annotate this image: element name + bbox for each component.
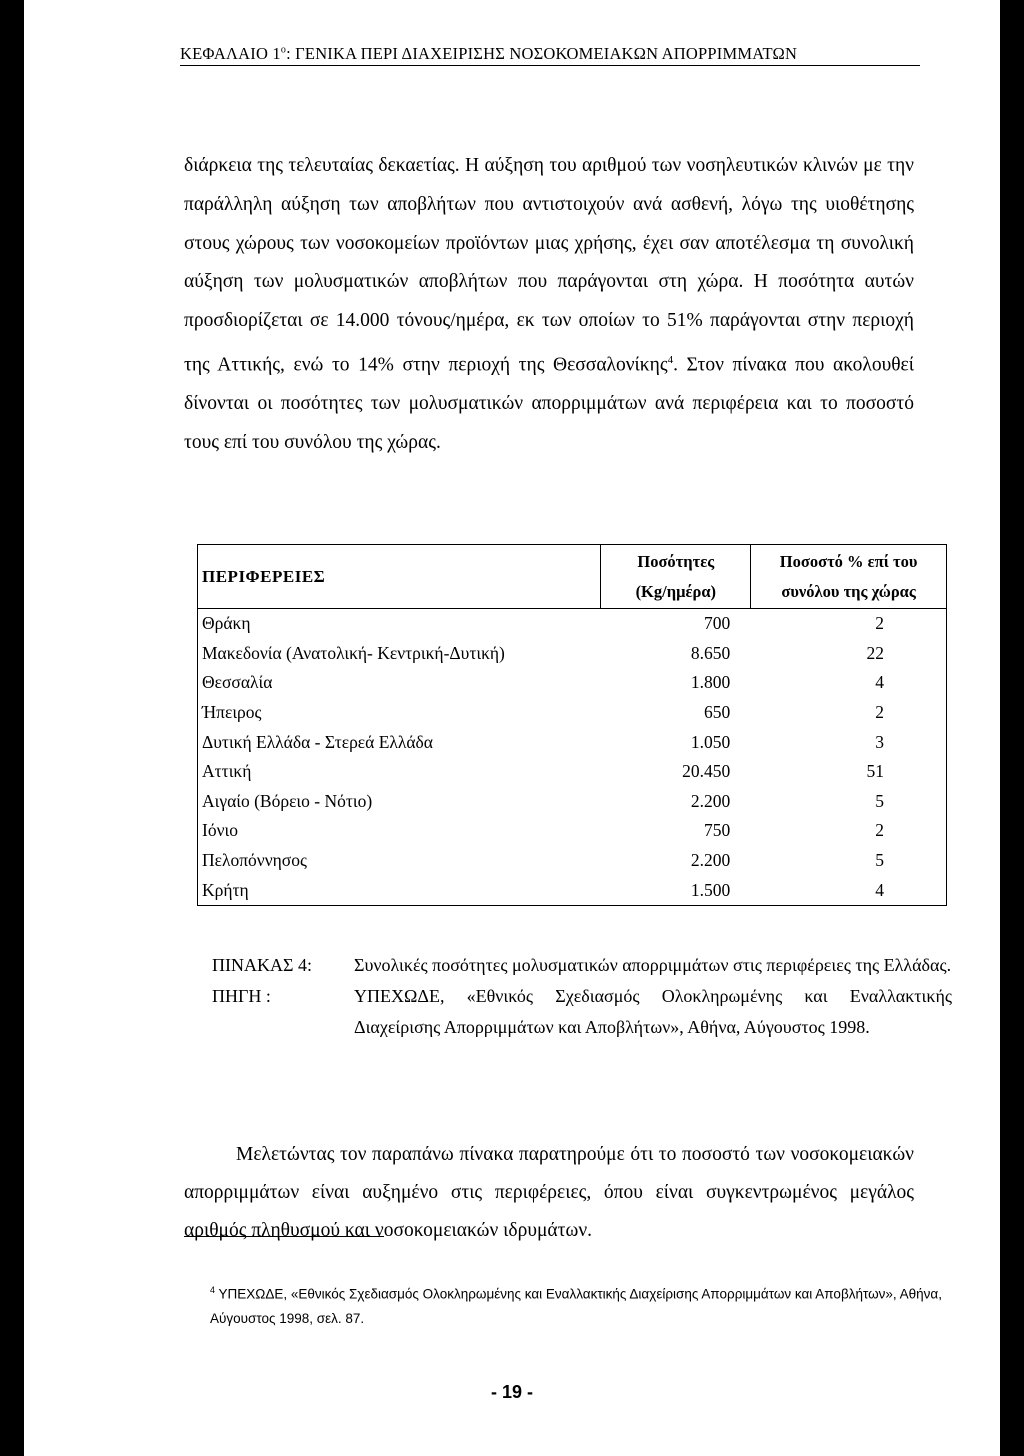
- table-row: [198, 787, 947, 817]
- cell-region: Πελοπόννησος: [202, 850, 307, 871]
- header-quantity-line2: (Kg/ημέρα): [635, 581, 717, 601]
- cell-region: Θράκη: [202, 613, 251, 634]
- conclusion-paragraph: [184, 1136, 914, 1250]
- table-row: [198, 816, 947, 846]
- caption-table-label: ΠΙΝΑΚΑΣ 4:: [212, 955, 312, 975]
- intro-text-before-note: διάρκεια της τελευταίας δεκαετίας. Η αύξηση του αριθμού των νοσηλευτικών κλινών με την παράλληλη αύξηση των αποβλήτων που αντιστοιχούν ανά ασθενή, λόγω της υιοθέτησης στους χώρους των νοσοκομείων προϊόντων μιας χρήσης, έχει σαν αποτέλεσμα τη συνολική αύξηση των μολυσματικών αποβλήτων που παράγονται στη χώρα. Η ποσότητα αυτών προσδιορίζεται σε 14.000 τόνους/ημέρα, εκ των οποίων το 51% παράγονται στην περιοχή της Αττικής, ενώ το 14% στην περιοχή της Θεσσαλονίκης: [184, 155, 914, 376]
- table-row: [198, 639, 947, 669]
- footnote-number: 4: [210, 1285, 216, 1295]
- cell-percent: 51: [866, 761, 884, 782]
- cell-percent: 5: [875, 850, 884, 871]
- footnote: [210, 1278, 950, 1331]
- cell-region: Ιόνιο: [202, 820, 238, 841]
- header-region: ΠΕΡΙΦΕΡΕΙΕΣ: [198, 545, 601, 609]
- cell-quantity: 1.800: [690, 672, 731, 693]
- cell-percent: 4: [875, 672, 884, 693]
- table-caption: [212, 950, 952, 1043]
- cell-percent: 2: [875, 820, 884, 841]
- cell-quantity: 1.500: [601, 875, 751, 905]
- regions-waste-table: [197, 544, 947, 906]
- cell-region: Θεσσαλία: [202, 672, 273, 693]
- conclusion-text: Μελετώντας τον παραπάνω πίνακα παρατηρούμε ότι το ποσοστό των νοσοκομειακών απορριμμάτων είναι αυξημένο στις περιφέρειες, όπου είναι συγκεντρωμένος μεγάλος αριθμός πληθυσμού και νοσοκομειακών ιδρυμάτων.: [184, 1144, 914, 1241]
- header-percent: [751, 545, 947, 609]
- header-percent-line1: Ποσοστό % επί του: [779, 551, 918, 571]
- footnote-reference[interactable]: 4: [667, 353, 674, 366]
- cell-region: Αττική: [202, 761, 252, 782]
- cell-percent: 2: [875, 702, 884, 723]
- cell-percent: 4: [751, 875, 947, 905]
- running-header: [180, 44, 920, 66]
- cell-quantity: 650: [703, 702, 731, 723]
- caption-table-text: Συνολικές ποσότητες μολυσματικών απορριμμάτων στις περιφέρειες της Ελλάδας.: [354, 955, 952, 975]
- intro-paragraph: [184, 147, 914, 463]
- cell-quantity: 20.450: [682, 761, 731, 782]
- chapter-prefix: ΚΕΦΑΛΑΙΟ 1: [180, 44, 281, 63]
- header-quantity-line1: Ποσότητες: [637, 551, 715, 571]
- cell-percent: 5: [875, 790, 884, 811]
- chapter-ordinal: ο: [280, 44, 287, 56]
- cell-quantity: 2.200: [690, 790, 731, 811]
- header-quantity: [601, 545, 751, 609]
- table-row: [198, 875, 947, 905]
- cell-percent: 2: [875, 613, 884, 634]
- table-row: [198, 846, 947, 876]
- intro-text-after-note: . Στον πίνακα που ακολουθεί δίνονται οι ποσότητες των μολυσματικών απορριμμάτων ανά περιφέρεια και το ποσοστό τους επί του συνόλου της χώρας.: [184, 354, 914, 454]
- table-row: [198, 609, 947, 639]
- cell-region: Μακεδονία (Ανατολική- Κεντρική-Δυτική): [202, 642, 505, 663]
- cell-quantity: 700: [703, 613, 731, 634]
- cell-region: Αιγαίο (Βόρειο - Νότιο): [202, 790, 373, 811]
- cell-region: Δυτική Ελλάδα - Στερεά Ελλάδα: [202, 731, 433, 752]
- footnote-divider: [184, 1236, 384, 1237]
- cell-region: Κρήτη: [198, 875, 601, 905]
- cell-percent: 22: [866, 642, 884, 663]
- table-row: [198, 757, 947, 787]
- cell-percent: 3: [875, 731, 884, 752]
- cell-quantity: 8.650: [690, 642, 731, 663]
- footnote-text: ΥΠΕΧΩΔΕ, «Εθνικός Σχεδιασμός Ολοκληρωμένης και Εναλλακτικής Διαχείρισης Απορριμμάτων και Αποβλήτων», Αθήνα, Αύγουστος 1998, σελ. 87.: [210, 1286, 942, 1326]
- table-row: [198, 698, 947, 728]
- cell-quantity: 2.200: [690, 850, 731, 871]
- cell-region: Ήπειρος: [202, 702, 262, 723]
- cell-quantity: 750: [703, 820, 731, 841]
- header-percent-line2: συνόλου της χώρας: [781, 581, 916, 601]
- table-row: [198, 727, 947, 757]
- page-number: - 19 -: [490, 1382, 533, 1402]
- caption-source-text: ΥΠΕΧΩΔΕ, «Εθνικός Σχεδιασμός Ολοκληρωμένης και Εναλλακτικής Διαχείρισης Απορριμμάτων και Αποβλήτων», Αθήνα, Αύγουστος 1998.: [354, 986, 952, 1037]
- cell-quantity: 1.050: [690, 731, 731, 752]
- table-row: [198, 668, 947, 698]
- caption-source-label: ΠΗΓΗ :: [212, 986, 271, 1006]
- caption-table-row: [212, 950, 952, 981]
- caption-source-row: [212, 981, 952, 1043]
- chapter-title: : ΓΕΝΙΚΑ ΠΕΡΙ ΔΙΑΧΕΙΡΙΣΗΣ ΝΟΣΟΚΟΜΕΙΑΚΩΝ ΑΠΟΡΡΙΜΜΑΤΩΝ: [286, 44, 798, 63]
- table-header-row: [198, 545, 947, 609]
